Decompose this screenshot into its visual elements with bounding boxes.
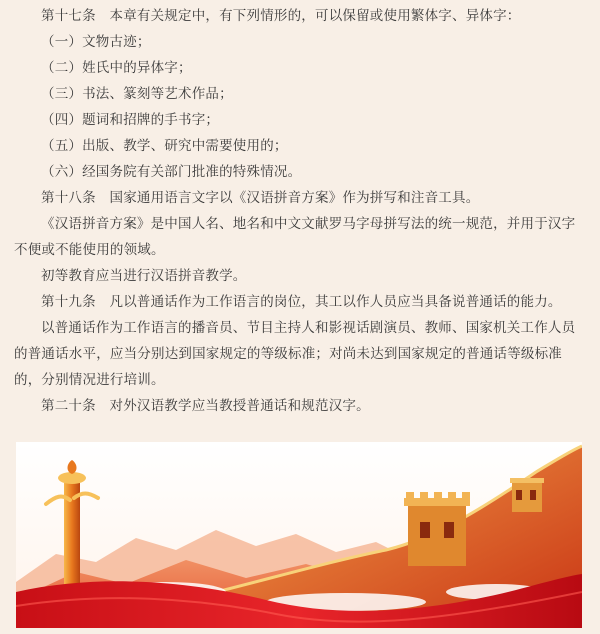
pinyin-scheme-paragraph: 《汉语拼音方案》是中国人名、地名和中文文献罗马字母拼写法的统一规范，并用于汉字不便或不能使用的领域。 — [14, 216, 576, 258]
list-item-6: （六）经国务院有关部门批准的特殊情况。 — [41, 164, 302, 180]
article-19-heading: 第十九条 凡以普通话作为工作语言的岗位，其工以作人员应当具备说普通话的能力。 — [41, 294, 562, 310]
list-item-5: （五）出版、教学、研究中需要使用的； — [41, 138, 288, 154]
list-item-4: （四）题词和招牌的手书字； — [41, 112, 220, 128]
article-17-heading: 第十七条 本章有关规定中，有下列情形的，可以保留或使用繁体字、异体字： — [41, 8, 521, 24]
putonghua-standard-paragraph: 以普通话作为工作语言的播音员、节目主持人和影视话剧演员、教师、国家机关工作人员的普通话水平，应当分别达到国家规定的等级标准；对尚未达到国家规定的普通话等级标准的，分别情况进行培训。 — [14, 320, 576, 388]
article-18-heading: 第十八条 国家通用语言文字以《汉语拼音方案》作为拼写和注音工具。 — [41, 190, 480, 206]
watchtower-near — [404, 492, 470, 566]
list-item-2: （二）姓氏中的异体字； — [41, 60, 192, 76]
list-item-3: （三）书法、篆刻等艺术作品； — [41, 86, 233, 102]
great-wall-illustration — [16, 442, 582, 628]
article-body — [14, 3, 586, 419]
article-20-heading: 第二十条 对外汉语教学应当教授普通话和规范汉字。 — [41, 398, 370, 414]
great-wall-banner — [16, 442, 582, 628]
watchtower-far — [510, 478, 544, 512]
list-item-1: （一）文物古迹； — [41, 34, 151, 50]
pinyin-education-paragraph: 初等教育应当进行汉语拼音教学。 — [41, 268, 247, 284]
